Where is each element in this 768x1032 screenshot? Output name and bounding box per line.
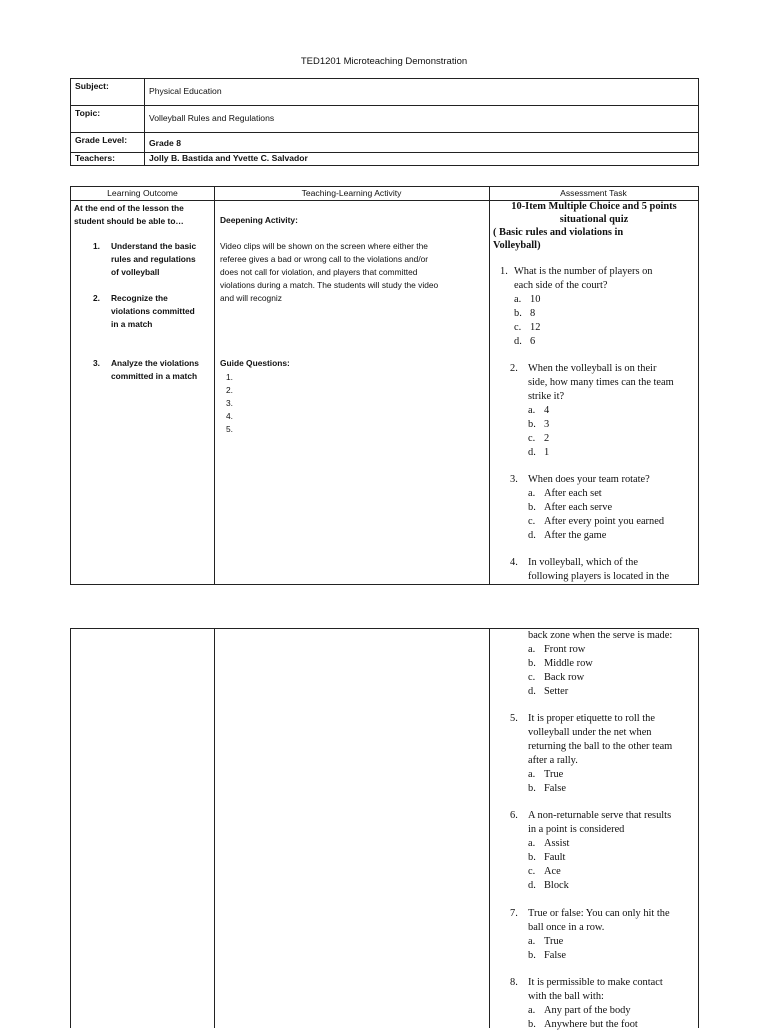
- outcome-intro: [74, 202, 214, 228]
- outcome-item-2: [93, 292, 195, 331]
- text-line: What is the number of players on: [514, 266, 653, 277]
- question-1: [500, 265, 653, 349]
- option: c. 2: [528, 433, 550, 444]
- text-line: It is proper etiquette to roll the: [528, 713, 655, 724]
- text-line: ( Basic rules and violations in: [493, 227, 624, 238]
- deepening-activity-heading: Deepening Activity:: [220, 215, 298, 225]
- question-5: [510, 712, 672, 796]
- info-label: Grade Level:: [71, 133, 145, 153]
- option: c. 12: [514, 322, 541, 333]
- option: a. True: [528, 769, 564, 780]
- option: a. Front row: [528, 644, 586, 655]
- list-item: 4.: [226, 411, 233, 421]
- text-line: volleyball under the net when: [528, 727, 652, 738]
- text-line: in a point is considered: [528, 824, 625, 835]
- question-7: [510, 907, 670, 963]
- option: b. False: [528, 783, 566, 794]
- question-4-continued: [528, 629, 672, 699]
- option: b. 8: [514, 308, 536, 319]
- option: a. Any part of the body: [528, 1005, 631, 1016]
- info-value: Volleyball Rules and Regulations: [145, 106, 699, 133]
- question-number: 6.: [510, 810, 518, 821]
- info-value: Physical Education: [145, 79, 699, 106]
- document-title: TED1201 Microteaching Demonstration: [300, 56, 468, 67]
- info-value: Grade 8: [145, 133, 699, 153]
- text-line: It is permissible to make contact: [528, 977, 663, 988]
- option: a. 10: [514, 294, 541, 305]
- question-6: [510, 809, 671, 893]
- question-3: [510, 473, 664, 543]
- text-line: When the volleyball is on their: [528, 363, 657, 374]
- column-divider: [214, 187, 215, 584]
- info-row-grade: [71, 133, 699, 153]
- text-line: does not call for violation, and players that committed: [220, 267, 418, 277]
- text-line: strike it?: [528, 391, 565, 402]
- option: b. False: [528, 950, 566, 961]
- text-line: In volleyball, which of the: [528, 557, 638, 568]
- option: a. After each set: [528, 488, 602, 499]
- option: a. Assist: [528, 838, 570, 849]
- list-item: 3.: [226, 398, 233, 408]
- question-number: 4.: [510, 557, 518, 568]
- option: c. Back row: [528, 672, 585, 683]
- info-label: Teachers:: [71, 153, 145, 166]
- text-line: 10-Item Multiple Choice and 5 points: [511, 201, 677, 212]
- option: b. Fault: [528, 852, 566, 863]
- question-4: [510, 556, 669, 584]
- text-line: ball once in a row.: [528, 922, 605, 933]
- text-line: in a match: [111, 319, 153, 329]
- column-divider: [489, 629, 490, 1028]
- text-line: Recognize the: [111, 293, 168, 303]
- text-line: student should be able to…: [74, 216, 184, 226]
- option: d. Block: [528, 880, 569, 891]
- info-label: Topic:: [71, 106, 145, 133]
- quiz-subtitle: [493, 226, 623, 252]
- outcome-item-1: [93, 240, 196, 279]
- text-line: back zone when the serve is made:: [528, 630, 673, 641]
- text-line: situational quiz: [559, 214, 629, 225]
- option: d. After the game: [528, 530, 607, 541]
- column-divider: [214, 629, 215, 1028]
- header-assessment-task: Assessment Task: [489, 187, 698, 201]
- text-line: violations during a match. The students will study the video: [220, 280, 439, 290]
- question-number: 7.: [510, 908, 518, 919]
- list-item: 5.: [226, 424, 233, 434]
- lesson-info-table: [70, 78, 699, 166]
- column-divider: [489, 187, 490, 584]
- text-line: When does your team rotate?: [528, 474, 650, 485]
- guide-questions-list: [226, 371, 233, 436]
- question-2: [510, 362, 674, 460]
- option: d. 1: [528, 447, 550, 458]
- guide-questions-heading: Guide Questions:: [220, 358, 290, 368]
- header-teaching-activity: Teaching-Learning Activity: [214, 187, 489, 201]
- list-item: 2.: [226, 385, 233, 395]
- option: d. 6: [514, 336, 536, 347]
- text-line: violations committed: [111, 306, 195, 316]
- question-number: 8.: [510, 977, 518, 988]
- option: a. True: [528, 936, 564, 947]
- text-line: Analyze the violations: [111, 358, 199, 368]
- question-number: 3.: [510, 474, 518, 485]
- text-line: A non-returnable serve that results: [528, 810, 672, 821]
- question-number: 2.: [510, 363, 518, 374]
- text-line: side, how many times can the team: [528, 377, 674, 388]
- text-line: Video clips will be shown on the screen where either the: [220, 241, 428, 251]
- item-number: 1.: [93, 241, 100, 251]
- text-line: following players is located in the: [528, 571, 670, 582]
- info-row-subject: [71, 79, 699, 106]
- lesson-plan-table: [70, 186, 699, 585]
- text-line: of volleyball: [111, 267, 160, 277]
- option: a. 4: [528, 405, 550, 416]
- item-number: 2.: [93, 293, 100, 303]
- info-value: Jolly B. Bastida and Yvette C. Salvador: [145, 153, 699, 166]
- text-line: returning the ball to the other team: [528, 741, 673, 752]
- text-line: each side of the court?: [514, 280, 608, 291]
- option: d. Setter: [528, 686, 569, 697]
- text-line: Volleyball): [493, 240, 541, 251]
- quiz-title: [490, 200, 698, 226]
- activity-description: [220, 240, 488, 305]
- outcome-item-3: [93, 357, 199, 383]
- text-line: True or false: You can only hit the: [528, 908, 670, 919]
- question-number: 5.: [510, 713, 518, 724]
- header-learning-outcome: Learning Outcome: [71, 187, 214, 201]
- info-label: Subject:: [71, 79, 145, 106]
- question-number: 1.: [500, 266, 508, 277]
- text-line: Understand the basic: [111, 241, 197, 251]
- info-row-teachers: [71, 153, 699, 166]
- option: b. 3: [528, 419, 550, 430]
- text-line: At the end of the lesson the: [74, 203, 184, 213]
- text-line: rules and regulations: [111, 254, 196, 264]
- list-item: 1.: [226, 372, 233, 382]
- option: c. Ace: [528, 866, 561, 877]
- text-line: referee gives a bad or wrong call to the violations and/or: [220, 254, 429, 264]
- text-line: after a rally.: [528, 755, 578, 766]
- text-line: committed in a match: [111, 371, 198, 381]
- option: b. After each serve: [528, 502, 613, 513]
- lesson-plan-table-continued: [70, 628, 699, 1028]
- option: c. After every point you earned: [528, 516, 665, 527]
- text-line: and will recogniz: [220, 293, 282, 303]
- text-line: with the ball with:: [528, 991, 604, 1002]
- info-row-topic: [71, 106, 699, 133]
- option: b. Anywhere but the foot: [528, 1019, 638, 1030]
- item-number: 3.: [93, 358, 100, 368]
- option: b. Middle row: [528, 658, 593, 669]
